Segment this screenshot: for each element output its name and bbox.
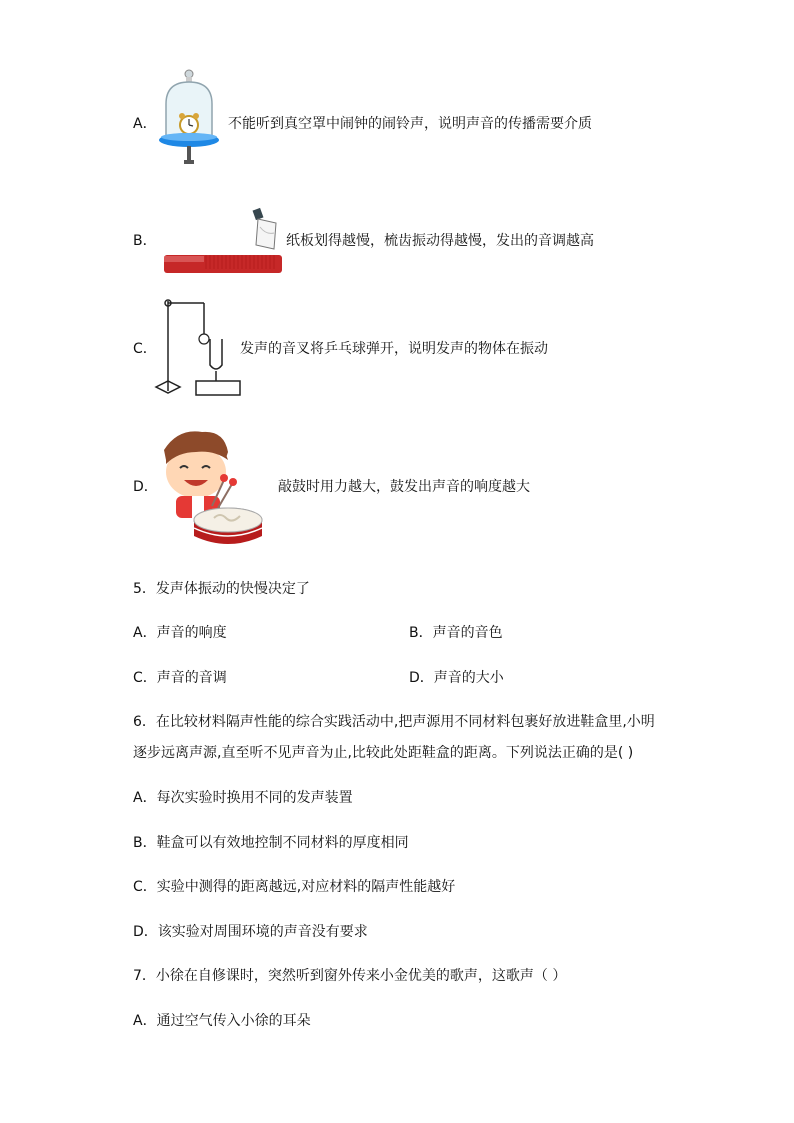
- option-b-text: 纸板划得越慢，梳齿振动得越慢，发出的音调越高: [286, 233, 594, 249]
- q5-option-d-label: D．: [409, 670, 434, 686]
- option-c-text: 发声的音叉将乒乓球弹开，说明发声的物体在振动: [240, 341, 548, 357]
- q6-option-a-text: 每次实验时换用不同的发声装置: [156, 790, 353, 806]
- q6-option-d-text: 该实验对周围环境的声音没有要求: [157, 924, 368, 940]
- q5-option-b-label: B．: [409, 625, 433, 641]
- q6-option-b-text: 鞋盒可以有效地控制不同材料的厚度相同: [156, 835, 409, 851]
- comb-card-icon: [162, 205, 286, 275]
- q7-option-a-label: A．: [133, 1013, 157, 1029]
- q7-stem: 7．小徐在自修课时，突然听到窗外传来小金优美的歌声，这歌声（ ）: [133, 968, 567, 984]
- q5-stem: 5．发声体振动的快慢决定了: [133, 581, 310, 597]
- q5-option-d-text: 声音的大小: [433, 670, 504, 686]
- q7-option-a[interactable]: [133, 1012, 311, 1030]
- q5-option-a-text: 声音的响度: [156, 625, 227, 641]
- tuning-fork-ball-icon: [154, 295, 248, 399]
- q6-option-b[interactable]: [133, 834, 409, 852]
- option-d-text: 敲鼓时用力越大，鼓发出声音的响度越大: [278, 479, 530, 495]
- option-a-text: 不能听到真空罩中闹钟的闹铃声，说明声音的传播需要介质: [228, 116, 592, 132]
- q5-option-c-text: 声音的音调: [156, 670, 227, 686]
- q6-option-c-text: 实验中测得的距离越远,对应材料的隔声性能越好: [156, 879, 456, 895]
- q6-option-d-label: D．: [133, 924, 158, 940]
- q6-stem-line2: 逐步远离声源,直至听不见声音为止,比较此处距鞋盒的距离。下列说法正确的是( ): [133, 745, 634, 761]
- q6-stem-line1: 6．在比较材料隔声性能的综合实践活动中,把声源用不同材料包裹好放进鞋盒里,小明: [133, 714, 655, 730]
- q5-option-a[interactable]: [133, 624, 227, 642]
- q7-option-a-text: 通过空气传入小徐的耳朵: [156, 1013, 311, 1029]
- q5-option-a-label: A．: [133, 625, 157, 641]
- q6-option-c[interactable]: [133, 878, 455, 896]
- option-c-label: C．: [133, 341, 157, 357]
- option-a-label: A．: [133, 116, 157, 132]
- q5-option-d[interactable]: [409, 669, 504, 687]
- bell-jar-alarm-clock-icon: [158, 68, 226, 172]
- q5-option-c-label: C．: [133, 670, 157, 686]
- boy-drum-icon: [154, 428, 266, 550]
- q6-option-d[interactable]: [133, 923, 368, 941]
- q5-option-b[interactable]: [409, 624, 503, 642]
- q6-option-a[interactable]: [133, 789, 353, 807]
- option-b-label: B．: [133, 233, 157, 249]
- q5-option-c[interactable]: [133, 669, 227, 687]
- option-d-label: D．: [133, 479, 158, 495]
- q6-option-c-label: C．: [133, 879, 157, 895]
- q6-option-a-label: A．: [133, 790, 157, 806]
- q6-option-b-label: B．: [133, 835, 157, 851]
- q5-option-b-text: 声音的音色: [432, 625, 503, 641]
